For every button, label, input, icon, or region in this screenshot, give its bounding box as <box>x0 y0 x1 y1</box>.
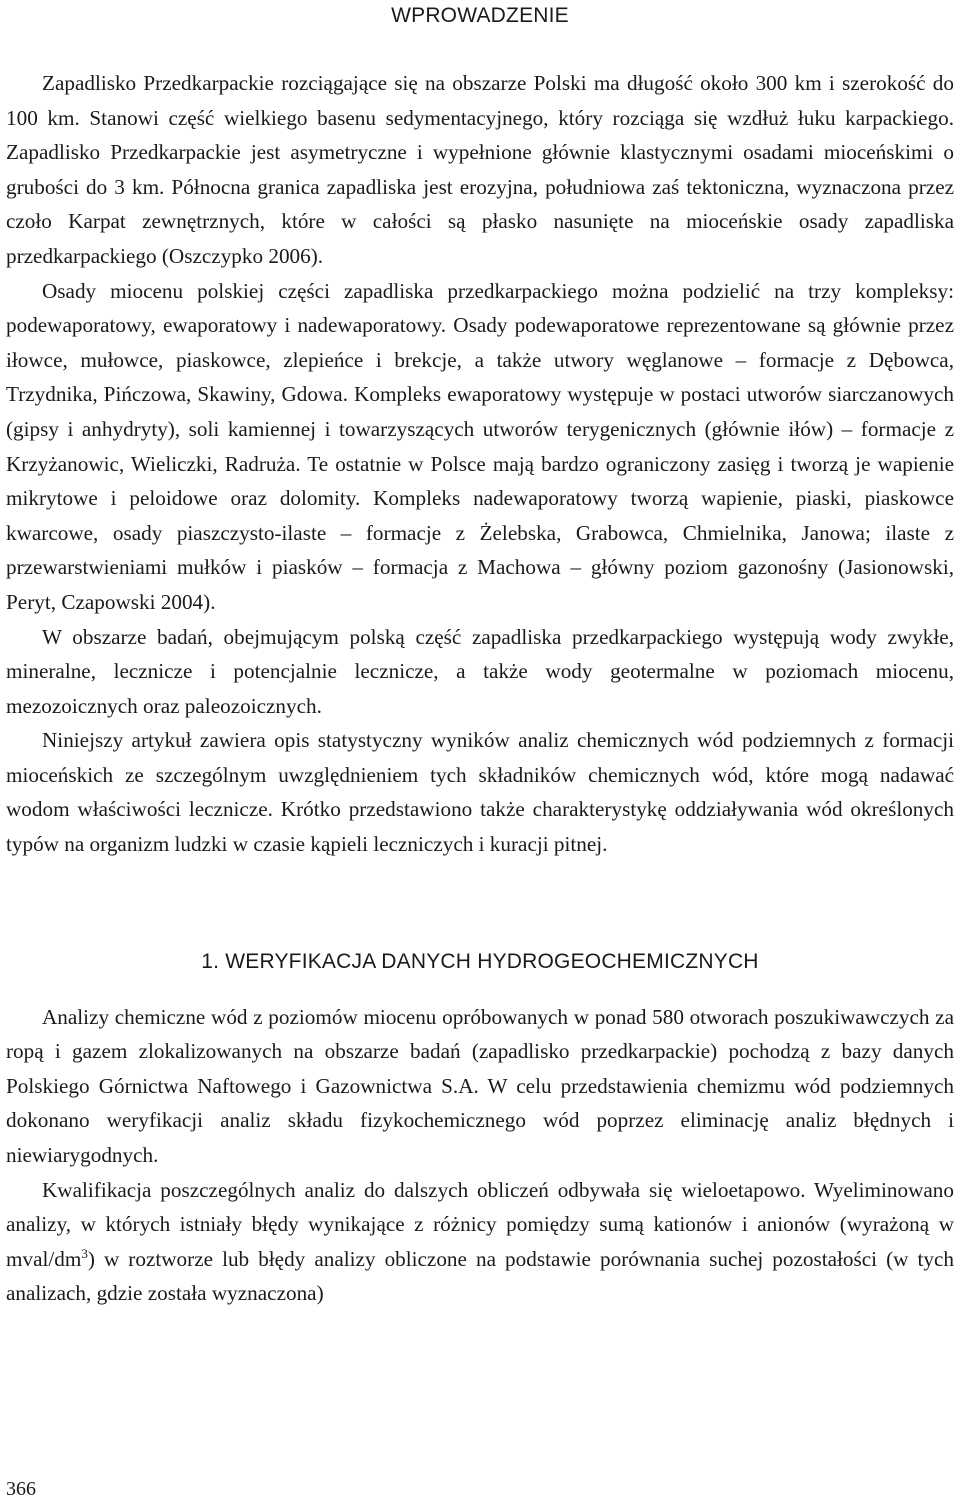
paragraph: Osady miocenu polskiej części zapadliska przedkarpackiego można podzielić na trzy kompleksy: podewaporatowy, ewaporatowy i nadewaporatowy. Osady podewaporatowe reprezentowane są głównie przez iłowce, mułowce, piaskowce, zlepieńce i brekcje, a także utwory węglanowe – formacje z Dębowca, Trzydnika, Pińczowa, Skawiny, Gdowa. Kompleks ewaporatowy występuje w postaci utworów siarczanowych (gipsy i anhydryty), soli kamiennej i towarzyszących utworów terygenicznych (głównie iłów) – formacje z Krzyżanowic, Wieliczki, Radruża. Te ostatnie w Polsce mają bardzo ograniczony zasięg i tworzą je wapienie mikrytowe i peloidowe oraz dolomity. Kompleks nadewaporatowy tworzą wapienie, piaski, piaskowce kwarcowe, osady piaszczysto-ilaste – formacje z Żelebska, Grabowca, Chmielnika, Janowa; ilaste z przewarstwieniami mułków i piasków – formacja z Machowa – główny poziom gazonośny (Jasionowski, Peryt, Czapowski 2004). <box>6 278 954 614</box>
paragraph-text: Kwalifikacja poszczególnych analiz do dalszych obliczeń odbywała się wieloetapowo. Wyeliminowano analizy, w których istniały błędy wynikające z różnicy pomiędzy sumą kationów i anionów (wyrażoną w mval/dm <box>6 1177 954 1271</box>
paragraph-with-superscript <box>6 1173 954 1311</box>
paragraph: Zapadlisko Przedkarpackie rozciągające się na obszarze Polski ma długość około 300 km i szerokość do 100 km. Stanowi część wielkiego basenu sedymentacyjnego, który rozciąga się wzdłuż łuku karpackiego. Zapadlisko Przedkarpackie jest asymetryczne i wypełnione głównie klastycznymi osadami mioceńskimi o grubości do 3 km. Północna granica zapadliska jest erozyjna, południowa zaś tektoniczna, wyznaczona przez czoło Karpat zewnętrznych, które w całości są płasko nasunięte na mioceńskie osady zapadliska przedkarpackiego (Oszczypko 2006). <box>6 71 954 268</box>
paragraph: Niniejszy artykuł zawiera opis statystyczny wyników analiz chemicznych wód podziemnych z formacji mioceńskich ze szczególnym uwzględnieniem tych składników chemicznych wód, które mogą nadawać wodom właściwości lecznicze. Krótko przedstawiono także charakterystykę oddziaływania wód określonych typów na organizm ludzki w czasie kąpieli leczniczych i kuracji pitnej. <box>6 728 954 857</box>
page-number: 366 <box>6 1478 36 1500</box>
paragraph: Analizy chemiczne wód z poziomów miocenu opróbowanych w ponad 580 otworach poszukiwawczych za ropą i gazem zlokalizowanych na obszarze badań (zapadlisko przedkarpackie) pochodzą z bazy danych Polskiego Górnictwa Naftowego i Gazownictwa S.A. W celu przedstawienia chemizmu wód podziemnych dokonano weryfikacji analiz składu fizykochemicznego wód poprzez eliminację analiz błędnych i niewiarygodnych. <box>6 1004 954 1168</box>
paragraph-text: ) w roztworze lub błędy analizy obliczone na podstawie porównania suchej pozostałości (w tych analizach, gdzie została wyznaczona) <box>6 1246 954 1306</box>
paragraph: W obszarze badań, obejmującym polską część zapadliska przedkarpackiego występują wody zwykłe, mineralne, lecznicze i potencjalnie lecznicze, a także wody geotermalne w poziomach miocenu, mezozoicznych oraz paleozoicznych. <box>6 624 954 718</box>
superscript: 3 <box>81 1245 88 1261</box>
section-heading: 1. WERYFIKACJA DANYCH HYDROGEOCHEMICZNYCH <box>201 949 759 973</box>
page <box>6 0 954 1311</box>
intro-heading: WPROWADZENIE <box>391 4 569 27</box>
